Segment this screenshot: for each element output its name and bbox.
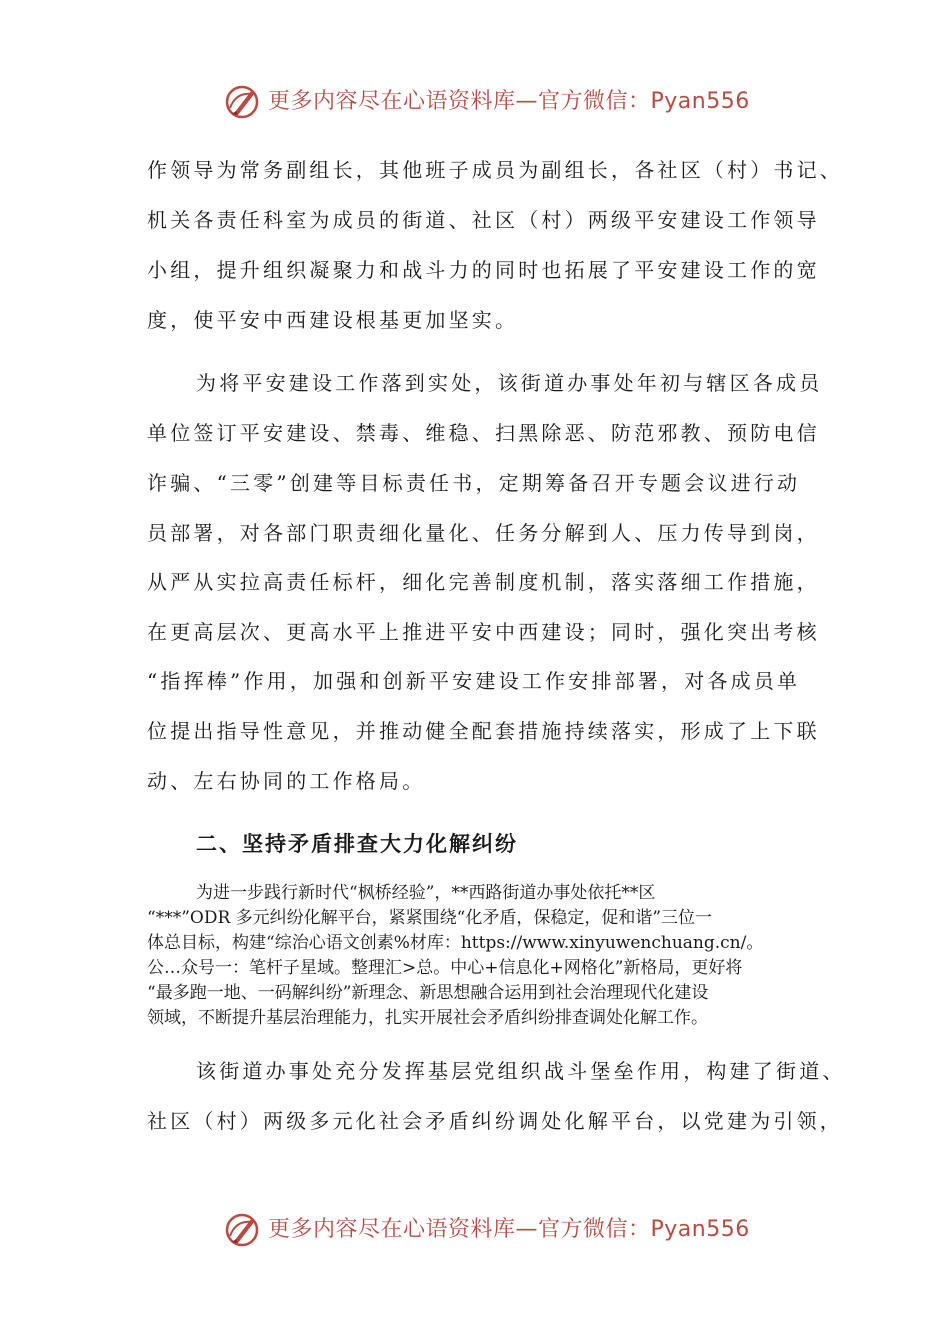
paragraph-line: 小组，提升组织凝聚力和战斗力的同时也拓展了平安建设工作的宽 (147, 258, 820, 282)
section-heading: 二、坚持矛盾排查大力化解纠纷 (196, 832, 518, 856)
pen-swirl-logo-icon (222, 82, 262, 122)
paragraph-line: 体总目标，构建“综治心语文创素%材库：https://www.xinyuwenchuang.cn/。 (147, 933, 764, 953)
paragraph-line: 机关各责任科室为成员的街道、社区（村）两级平安建设工作领导 (147, 208, 820, 232)
paragraph-line: “指挥棒”作用，加强和创新平安建设工作安排部署，对各成员单 (147, 669, 801, 693)
paragraph-line: 在更高层次、更高水平上推进平安中西建设；同时，强化突出考核 (147, 620, 820, 644)
banner-text: 更多内容尽在心语资料库—官方微信：Pyan556 (268, 89, 750, 114)
paragraph-line: 员部署，对各部门职责细化量化、任务分解到人、压力传导到岗， (147, 521, 820, 545)
paragraph-line: 位提出指导性意见，并推动健全配套措施持续落实，形成了上下联 (147, 719, 820, 743)
paragraph-line: 领域，不断提升基层治理能力，扎实开展社会矛盾纠纷排查调处化解工作。 (147, 1008, 708, 1028)
paragraph-line: 作领导为常务副组长，其他班子成员为副组长，各社区（村）书记、 (147, 158, 843, 182)
paragraph-line: 公…众号一：笔杆子星域。整理汇>总。中心+信息化+网格化”新格局，更好将 (147, 958, 743, 978)
footer-banner (0, 1208, 950, 1252)
header-banner (0, 80, 950, 124)
paragraph-line: 社区（村）两级多元化社会矛盾纠纷调处化解平台，以党建为引领， (147, 1109, 843, 1133)
paragraph-line: 诈骗、“三零”创建等目标责任书，定期筹备召开专题会议进行动 (147, 471, 801, 495)
paragraph-line: 该街道办事处充分发挥基层党组织战斗堡垒作用，构建了街道、 (196, 1059, 846, 1083)
banner-text: 更多内容尽在心语资料库—官方微信：Pyan556 (268, 1217, 750, 1242)
paragraph-line: 动、左右协同的工作格局。 (147, 769, 426, 793)
paragraph-line: “***”ODR 多元纠纷化解平台，紧紧围绕“化矛盾，保稳定，促和谐”三位一 (147, 908, 713, 928)
paragraph-line: “最多跑一地、一码解纠纷”新理念、新思想融合运用到社会治理现代化建设 (147, 983, 709, 1003)
paragraph-line: 度，使平安中西建设根基更加坚实。 (147, 308, 519, 332)
paragraph-line: 为将平安建设工作落到实处，该街道办事处年初与辖区各成员 (196, 371, 823, 395)
paragraph-line: 为进一步践行新时代“枫桥经验”，**西路街道办事处依托**区 (196, 883, 656, 903)
paragraph-line: 从严从实拉高责任标杆，细化完善制度机制，落实落细工作措施， (147, 570, 820, 594)
paragraph-line: 单位签订平安建设、禁毒、维稳、扫黑除恶、防范邪教、预防电信 (147, 421, 820, 445)
pen-swirl-logo-icon (222, 1210, 262, 1250)
